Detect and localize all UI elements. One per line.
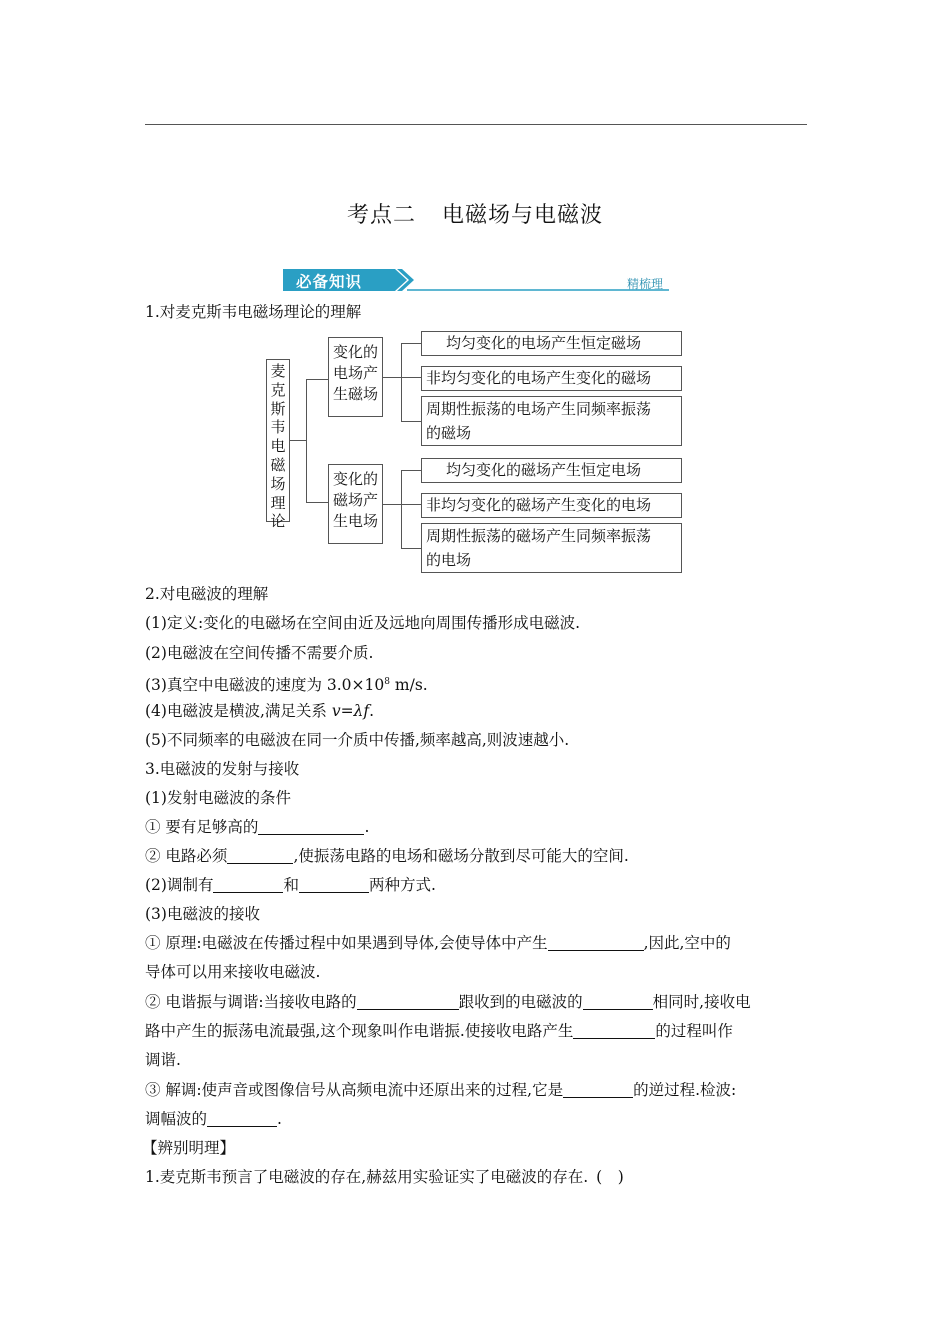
answer-blank[interactable] xyxy=(207,1110,277,1127)
diagram-root xyxy=(266,359,290,531)
diagram-item-line: 的磁场 xyxy=(426,424,472,442)
branch-magnetic-line: 变化的 xyxy=(332,470,378,488)
answer-blank[interactable] xyxy=(227,847,293,864)
text: ① 要有足够高的 xyxy=(145,818,259,836)
answer-blank[interactable] xyxy=(583,993,653,1010)
diagram-item: 非均匀变化的磁场产生变化的电场 xyxy=(421,493,682,518)
text: ,使振荡电路的电场和磁场分散到尽可能大的空间. xyxy=(293,847,629,865)
diagram-item: 非均匀变化的电场产生变化的磁场 xyxy=(421,366,682,391)
paragraph: 调谐. xyxy=(145,1051,181,1069)
paragraph: 导体可以用来接收电磁波. xyxy=(145,963,321,981)
text: ② 电谐振与调谐:当接收电路的 xyxy=(145,993,357,1011)
section3-heading: 3.电磁波的发射与接收 xyxy=(145,760,300,778)
question xyxy=(145,1167,624,1187)
paragraph xyxy=(145,992,751,1012)
branch-magnetic xyxy=(328,464,383,544)
answer-blank[interactable] xyxy=(357,993,459,1010)
question-text: 1.麦克斯韦预言了电磁波的存在,赫兹用实验证实了电磁波的存在. xyxy=(145,1168,589,1186)
paragraph xyxy=(145,701,374,721)
diagram-item xyxy=(421,396,682,446)
diagram-item xyxy=(421,523,682,573)
text: ② 电路必须 xyxy=(145,847,228,865)
answer-bracket[interactable]: ( ) xyxy=(596,1168,624,1186)
text: ① 原理:电磁波在传播过程中如果遇到导体,会使导体中产生 xyxy=(145,934,548,952)
diagram-item-line: 周期性振荡的电场产生同频率振荡 xyxy=(426,400,652,418)
answer-blank[interactable] xyxy=(563,1081,633,1098)
branch-magnetic-line: 磁场产 xyxy=(332,491,378,509)
answer-blank[interactable] xyxy=(548,934,644,951)
formula: v=λf xyxy=(331,702,370,720)
answer-blank[interactable] xyxy=(258,818,364,835)
branch-magnetic-line: 生电场 xyxy=(332,512,378,530)
title-prefix: 考点二 xyxy=(346,203,416,228)
paragraph xyxy=(145,817,369,837)
text: 跟收到的电磁波的 xyxy=(458,993,583,1011)
answer-blank[interactable] xyxy=(573,1022,655,1039)
text: 调幅波的 xyxy=(145,1110,208,1128)
diagram-item-line: 的电场 xyxy=(426,551,472,569)
section2-heading: 2.对电磁波的理解 xyxy=(145,585,269,603)
discern-heading: 【辨别明理】 xyxy=(142,1139,236,1157)
text: 和 xyxy=(283,876,299,894)
diagram-item-line: 周期性振荡的磁场产生同频率振荡 xyxy=(426,527,652,545)
title-main: 电磁场与电磁波 xyxy=(442,203,604,228)
branch-electric-line: 生磁场 xyxy=(332,385,378,403)
text: (2)调制有 xyxy=(145,876,214,894)
paragraph xyxy=(145,1021,733,1041)
answer-blank[interactable] xyxy=(213,876,283,893)
text: (3)真空中电磁波的速度为 3.0×10 xyxy=(145,676,385,695)
text: . xyxy=(369,702,375,720)
paragraph: (5)不同频率的电磁波在同一介质中传播,频率越高,则波速越小. xyxy=(145,731,570,749)
exponent: 8 xyxy=(384,677,390,687)
paragraph xyxy=(145,875,436,895)
text: . xyxy=(364,818,370,836)
text: . xyxy=(277,1110,282,1128)
paragraph: (2)电磁波在空间传播不需要介质. xyxy=(145,644,374,662)
text: 的过程叫作 xyxy=(655,1022,733,1040)
banner-right-label: 精梳理 xyxy=(627,277,664,291)
paragraph xyxy=(145,672,428,695)
branch-electric-line: 变化的 xyxy=(332,343,378,361)
text: 的逆过程.检波: xyxy=(633,1081,737,1099)
text: ,因此,空中的 xyxy=(643,934,731,952)
branch-electric-line: 电场产 xyxy=(332,364,378,382)
paragraph xyxy=(145,933,731,953)
answer-blank[interactable] xyxy=(299,876,369,893)
page-title xyxy=(0,198,950,229)
diagram-item: 均匀变化的磁场产生恒定电场 xyxy=(421,458,682,483)
text: ③ 解调:使声音或图像信号从高频电流中还原出来的过程,它是 xyxy=(145,1081,564,1099)
header-rule xyxy=(145,124,807,125)
paragraph: (1)发射电磁波的条件 xyxy=(145,789,291,807)
paragraph: (1)定义:变化的电磁场在空间由近及远地向周围传播形成电磁波. xyxy=(145,614,581,632)
paragraph xyxy=(145,846,629,866)
text: m/s. xyxy=(389,676,428,695)
banner-label: 必备知识 xyxy=(296,273,363,291)
text: 相同时,接收电 xyxy=(652,993,751,1011)
diagram-item: 均匀变化的电场产生恒定磁场 xyxy=(421,331,682,356)
text: (4)电磁波是横波,满足关系 xyxy=(145,702,332,720)
text: 路中产生的振荡电流最强,这个现象叫作电谐振.使接收电路产生 xyxy=(145,1022,574,1040)
paragraph xyxy=(145,1080,736,1100)
branch-electric xyxy=(328,337,383,417)
text: 两种方式. xyxy=(368,876,436,894)
section1-heading: 1.对麦克斯韦电磁场理论的理解 xyxy=(145,303,362,321)
paragraph: (3)电磁波的接收 xyxy=(145,905,260,923)
paragraph xyxy=(145,1109,282,1129)
root-label: 麦克斯韦电磁场理论 xyxy=(270,362,286,531)
